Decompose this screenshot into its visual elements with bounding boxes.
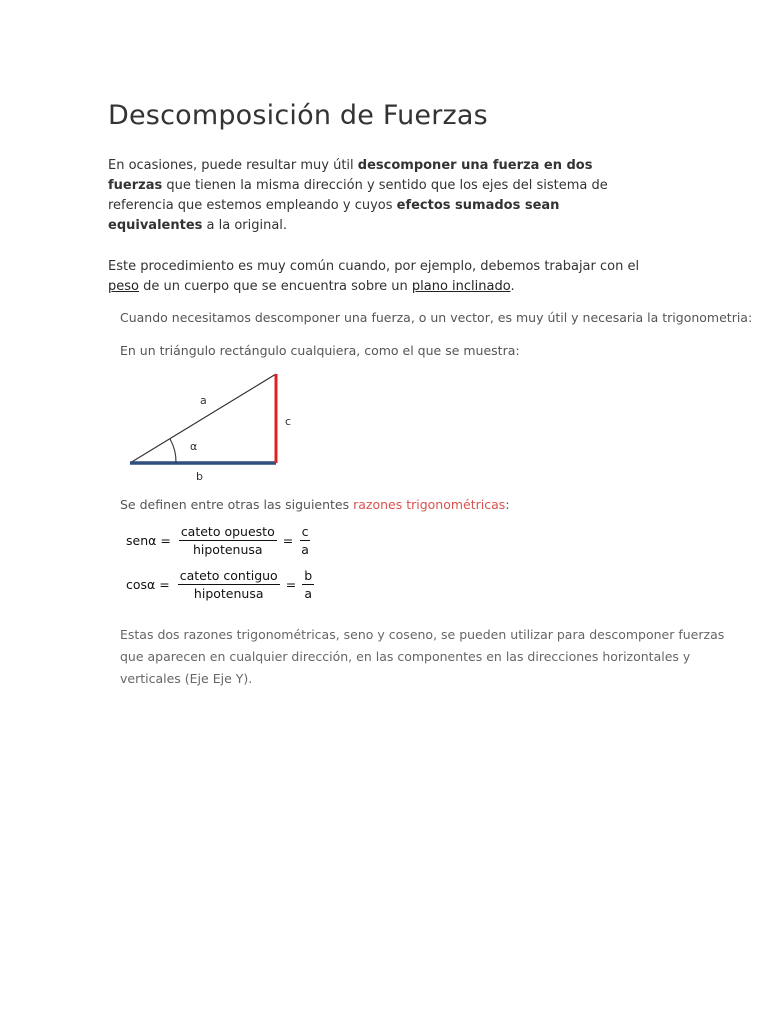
angle-label: α [190,440,198,453]
cosine-name: cosα = [126,577,170,592]
ratios-suffix: : [505,497,510,512]
cosine-formula [126,568,318,601]
hypotenuse-label: a [200,394,207,407]
cosine-denominator: hipotenusa [193,586,264,601]
cosine-fraction-words [178,568,280,601]
intro-paragraph [108,156,628,236]
cosine-equals: = [285,577,297,592]
sine-name: senα = [126,533,171,548]
ratios-highlight: razones trigonométricas [353,497,506,512]
page-title: Descomposición de Fuerzas [108,100,488,131]
plano-inclinado-link[interactable]: plano inclinado [411,279,511,294]
procedure-text-3: . [510,279,515,294]
sine-numerator-letter: c [301,524,309,539]
figure-triangle-line: En un triángulo rectángulo cualquiera, como el que se muestra: [120,343,520,358]
intro-bold-2: efectos sumados sean equivalentes [108,198,560,233]
intro-bold-1: descomponer una fuerza en dos fuerzas [108,158,593,193]
sine-fraction-letters [299,524,311,557]
figure-closing-paragraph: Estas dos razones trigonométricas, seno y coseno, se pueden utilizar para descomponer fuerzas que aparecen en cualquier dirección, en las componentes en las direcciones horizontales y verticales (Eje Eje Y). [120,627,725,686]
procedure-text-2: de un cuerpo que se encuentra sobre un [138,279,412,294]
sine-denominator-letter: a [301,542,309,557]
adjacent-label: b [196,470,203,483]
cosine-numerator: cateto contiguo [179,568,278,583]
sine-equals: = [282,533,294,548]
procedure-paragraph [108,257,648,297]
hypotenuse-line [130,374,276,463]
figure-intro-line: Cuando necesitamos descomponer una fuerza, o un vector, es muy útil y necesaria la trigonometria: [120,310,753,325]
intro-text-2: que tienen la misma dirección y sentido que los ejes del sistema de referencia que estemos empleando y cuyos [108,178,608,213]
sine-denominator: hipotenusa [192,542,263,557]
ratios-line [120,497,510,512]
angle-arc [170,439,176,463]
ratios-prefix: Se definen entre otras las siguientes [120,497,354,512]
trigonometry-figure [108,302,753,686]
opposite-label: c [285,415,292,428]
intro-text-1: En ocasiones, puede resultar muy útil [108,158,358,173]
sine-fraction-words [179,524,277,557]
cosine-numerator-letter: b [304,568,313,583]
sine-formula [126,524,315,557]
sine-numerator: cateto opuesto [180,524,275,539]
right-triangle-diagram [108,362,328,492]
cosine-fraction-letters [302,568,314,601]
intro-text-3: a la original. [202,218,288,233]
peso-link[interactable]: peso [108,279,139,294]
procedure-text-1: Este procedimiento es muy común cuando, por ejemplo, debemos trabajar con el [108,259,640,274]
cosine-denominator-letter: a [304,586,312,601]
